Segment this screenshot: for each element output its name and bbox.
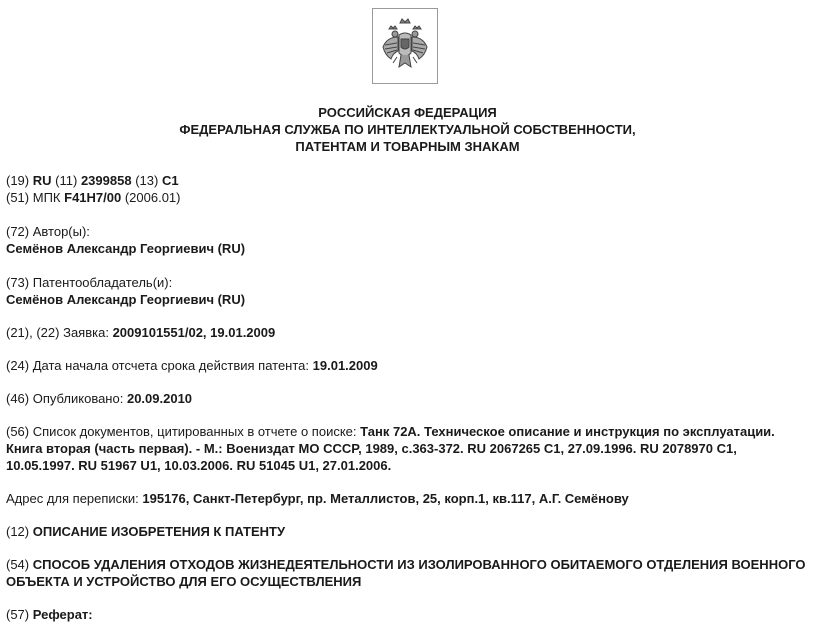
code-72: (72) bbox=[6, 224, 30, 239]
cited-documents bbox=[6, 423, 806, 474]
mpk-line bbox=[6, 189, 806, 206]
patent-number: 2399858 bbox=[80, 173, 132, 188]
code-51: (51) bbox=[6, 190, 30, 205]
mpk-value: F41H7/00 bbox=[64, 190, 122, 205]
kind-code: C1 bbox=[161, 173, 179, 188]
address-label: Адрес для переписки: bbox=[6, 491, 139, 506]
header-country: РОССИЙСКАЯ ФЕДЕРАЦИЯ bbox=[318, 105, 497, 120]
document-header bbox=[0, 104, 815, 155]
mpk-date: (2006.01) bbox=[124, 190, 181, 205]
start-date-value: 19.01.2009 bbox=[312, 358, 378, 373]
code-56: (56) bbox=[6, 424, 30, 439]
description-value: ОПИСАНИЕ ИЗОБРЕТЕНИЯ К ПАТЕНТУ bbox=[32, 524, 286, 539]
author-label: Автор(ы): bbox=[32, 224, 90, 239]
cited-documents-value: Танк 72А. Техническое описание и инструкция по эксплуатации. Книга вторая (часть первая). - М.: Воениздат МО СССР, 1989, с.363-372. RU 2067265 C1, 27.09.1996. RU 2078970 C1, 10.05.1997. RU 51967 U1, 10.03.2006. RU 51045 U1, 27.01.2006. bbox=[6, 424, 775, 473]
start-date-label: Дата начала отсчета срока действия патента: bbox=[32, 358, 310, 373]
coat-of-arms-icon bbox=[381, 17, 429, 75]
code-13: (13) bbox=[135, 173, 159, 188]
mpk-label: МПК bbox=[32, 190, 61, 205]
code-24: (24) bbox=[6, 358, 30, 373]
abstract-line bbox=[6, 606, 806, 623]
patent-body bbox=[6, 172, 806, 623]
application-value: 2009101551/02, 19.01.2009 bbox=[112, 325, 276, 340]
start-date-line bbox=[6, 357, 806, 374]
author-label-line bbox=[6, 223, 806, 240]
author-value: Семёнов Александр Георгиевич (RU) bbox=[6, 241, 246, 256]
invention-title-value: СПОСОБ УДАЛЕНИЯ ОТХОДОВ ЖИЗНЕДЕЯТЕЛЬНОСТИ ИЗ ИЗОЛИРОВАННОГО ОБИТАЕМОГО ОТДЕЛЕНИЯ ВОЕННОГО ОБЪЕКТА И УСТРОЙСТВО ДЛЯ ЕГО ОСУЩЕСТВЛЕНИЯ bbox=[6, 557, 806, 589]
application-line bbox=[6, 324, 806, 341]
description-line bbox=[6, 523, 806, 540]
address-line bbox=[6, 490, 806, 507]
header-agency: ФЕДЕРАЛЬНАЯ СЛУЖБА ПО ИНТЕЛЛЕКТУАЛЬНОЙ СОБСТВЕННОСТИ, bbox=[179, 122, 636, 137]
address-value: 195176, Санкт-Петербург, пр. Металлистов, 25, корп.1, кв.117, А.Г. Семёнову bbox=[142, 491, 629, 506]
cited-documents-label: Список документов, цитированных в отчете о поиске: bbox=[32, 424, 357, 439]
code-73: (73) bbox=[6, 275, 30, 290]
published-label: Опубликовано: bbox=[32, 391, 124, 406]
country-code: RU bbox=[32, 173, 52, 188]
code-21-22: (21), (22) bbox=[6, 325, 60, 340]
published-value: 20.09.2010 bbox=[126, 391, 193, 406]
invention-title bbox=[6, 556, 806, 590]
code-12: (12) bbox=[6, 524, 30, 539]
code-19: (19) bbox=[6, 173, 30, 188]
patent-number-line bbox=[6, 172, 806, 189]
application-label: Заявка: bbox=[63, 325, 109, 340]
code-54: (54) bbox=[6, 557, 30, 572]
code-57: (57) bbox=[6, 607, 30, 622]
header-agency-cont: ПАТЕНТАМ И ТОВАРНЫМ ЗНАКАМ bbox=[295, 139, 520, 154]
published-line bbox=[6, 390, 806, 407]
abstract-label: Реферат: bbox=[32, 607, 93, 622]
owner-label-line bbox=[6, 274, 806, 291]
code-46: (46) bbox=[6, 391, 30, 406]
owner-value: Семёнов Александр Георгиевич (RU) bbox=[6, 292, 246, 307]
code-11: (11) bbox=[55, 173, 78, 188]
coat-of-arms-frame bbox=[372, 8, 438, 84]
owner-label: Патентообладатель(и): bbox=[32, 275, 173, 290]
